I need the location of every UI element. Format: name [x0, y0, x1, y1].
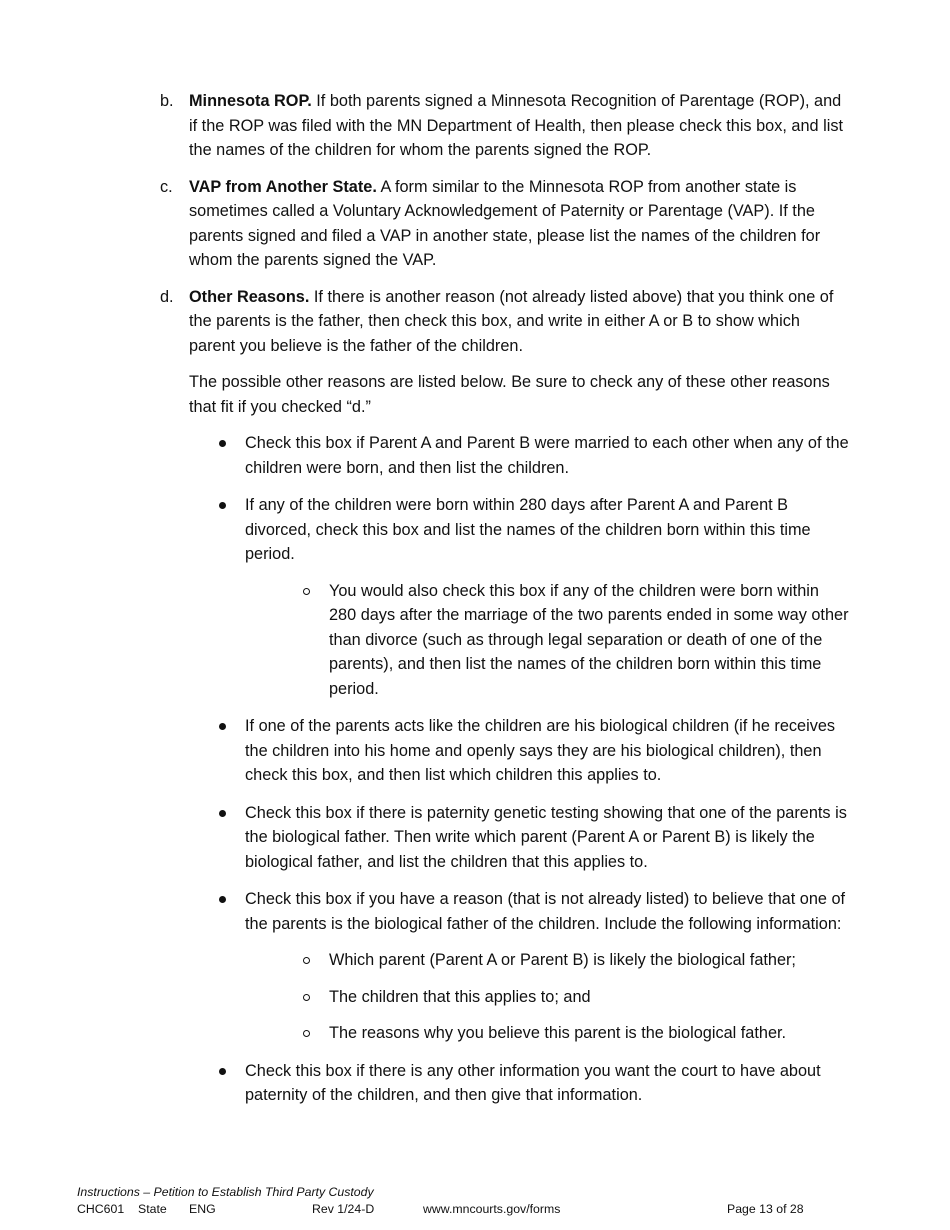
sub-list-divorce [245, 579, 850, 702]
item-heading: Other Reasons. [189, 287, 310, 306]
item-heading: Minnesota ROP. [189, 92, 312, 110]
bullet-text: Check this box if there is paternity genetic testing showing that one of the parents is the biological father. Then write which parent (Parent A or Parent B) is likely the biological father, and list the children that this applies to. [245, 803, 847, 871]
sub-bullet-text: Which parent (Parent A or Parent B) is likely the biological father; [329, 951, 796, 969]
bullet-text: Check this box if Parent A and Parent B were married to each other when any of the children were born, and then list the children. [245, 434, 849, 477]
footer-url[interactable]: www.mncourts.gov/forms [423, 1202, 561, 1216]
sub-bullet-text: The children that this applies to; and [329, 987, 591, 1006]
bullet-dot-icon [219, 1068, 226, 1075]
bullet-text: If one of the parents acts like the children are his biological children (if he receives the children into his home and openly says they are his biological children), then check this box, and then list which children this applies to. [245, 717, 836, 784]
bullet-married [217, 431, 850, 480]
sub-list-reason [245, 948, 850, 1046]
footer-title: Instructions – Petition to Establish Third Party Custody [77, 1185, 374, 1199]
other-reasons-list [160, 431, 850, 1108]
instructions-content [160, 89, 850, 1121]
bullet-dot-icon [219, 810, 226, 817]
item-other-reasons [160, 285, 850, 359]
sub-bullet [301, 985, 850, 1010]
bullet-other-information [217, 1059, 850, 1108]
sub-bullet-text: The reasons why you believe this parent is the biological father. [329, 1024, 787, 1042]
hollow-circle-bullet-icon [303, 957, 310, 964]
hollow-circle-bullet-icon [303, 994, 310, 1001]
item-text: If both parents signed a Minnesota Recognition of Parentage (ROP), and if the ROP was filed with the MN Department of Health, then please check this box, and list the names of the children for whom the parents signed the ROP. [189, 92, 843, 159]
bullet-dot-icon [219, 723, 226, 730]
item-marker: d. [160, 287, 174, 306]
bullet-dot-icon [219, 502, 226, 509]
bullet-divorced [217, 493, 850, 701]
footer-jurisdiction: State [138, 1202, 167, 1216]
bullet-dot-icon [219, 896, 226, 903]
item-heading: VAP from Another State. [189, 177, 377, 196]
sub-bullet [301, 948, 850, 973]
hollow-circle-bullet-icon [303, 1030, 310, 1037]
hollow-circle-bullet-icon [303, 588, 310, 595]
bullet-text: Check this box if you have a reason (that is not already listed) to believe that one of the parents is the biological father of the children. Include the following information: [245, 890, 846, 933]
item-vap-another-state [160, 175, 850, 273]
bullet-dot-icon [219, 440, 226, 447]
bullet-genetic-testing [217, 801, 850, 875]
page-footer [77, 1184, 837, 1218]
item-text: A form similar to the Minnesota ROP from another state is sometimes called a Voluntary Acknowledgement of Paternity or Parentage (VAP). If the parents signed and filed a VAP in another state, please list the names of the children for whom the parents signed the VAP. [189, 177, 821, 269]
item-minnesota-rop [160, 89, 850, 163]
footer-form-code: CHC601 [77, 1202, 125, 1216]
footer-meta-row [77, 1201, 837, 1218]
sub-bullet [301, 579, 850, 702]
sub-bullet-text: You would also check this box if any of the children were born within 280 days after the marriage of the two parents ended in some way other than divorce (such as through legal separation or death of one of the parents), and then list the names of the children born within this time period. [329, 581, 849, 698]
bullet-text: Check this box if there is any other information you want the court to have about paternity of the children, and then give that information. [245, 1061, 821, 1104]
item-text: If there is another reason (not already listed above) that you think one of the parents is the father, then check this box, and write in either A or B to show which parent you believe is the father of the children. [189, 287, 834, 355]
other-reasons-intro: The possible other reasons are listed below. Be sure to check any of these other reasons that fit if you checked “d.” [189, 373, 830, 416]
footer-language: ENG [189, 1202, 216, 1216]
footer-revision: Rev 1/24-D [312, 1202, 375, 1216]
sub-bullet [301, 1021, 850, 1046]
footer-page-number: Page 13 of 28 [727, 1202, 804, 1216]
bullet-acts-like-father [217, 714, 850, 788]
bullet-other-reason [217, 887, 850, 1046]
item-marker: c. [160, 177, 173, 196]
item-marker: b. [160, 92, 174, 110]
bullet-text: If any of the children were born within 280 days after Parent A and Parent B divorced, check this box and list the names of the children born within this time period. [245, 496, 811, 563]
